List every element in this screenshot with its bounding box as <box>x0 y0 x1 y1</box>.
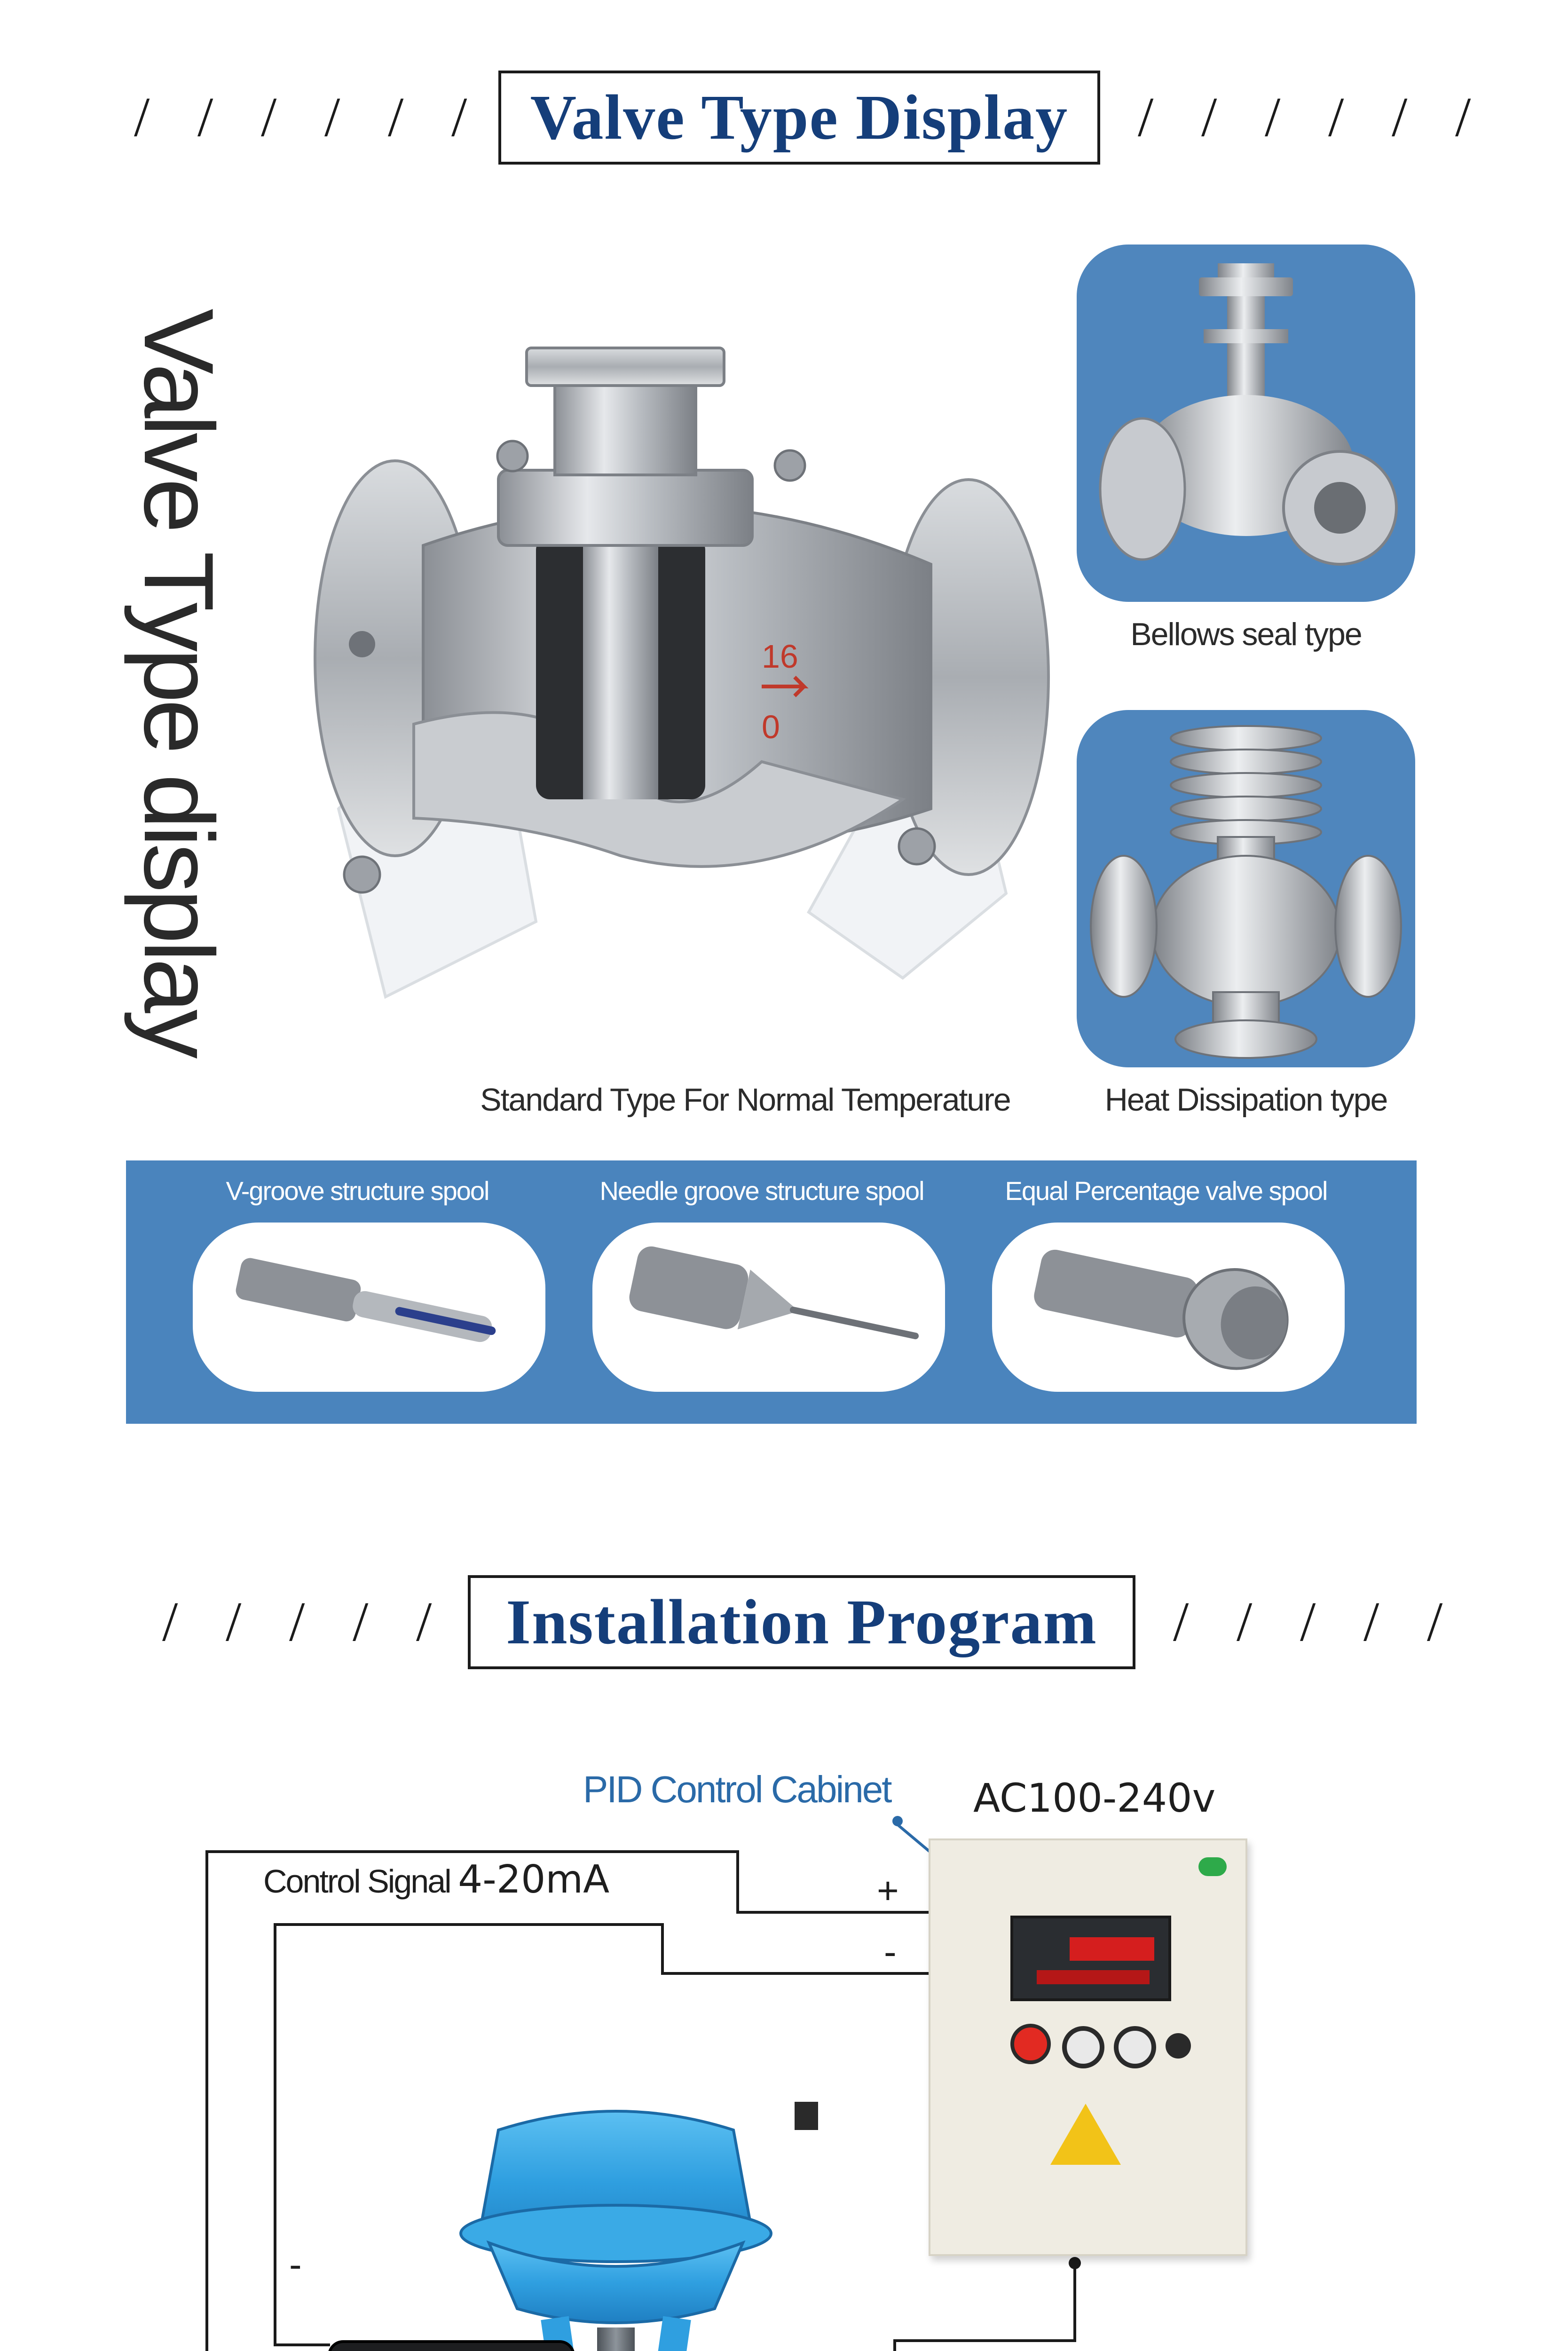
control-signal-label <box>263 1857 609 1902</box>
decor-slash: / <box>388 86 404 148</box>
v-groove-spool-card <box>193 1223 545 1392</box>
wire <box>205 1850 739 1853</box>
cabinet-knob <box>1062 2026 1104 2068</box>
section-title-box <box>498 71 1100 165</box>
vertical-label: Valve Type display <box>124 308 234 1055</box>
cabinet-indicator <box>1198 1857 1227 1876</box>
spool-label: Equal Percentage valve spool <box>1005 1176 1327 1206</box>
wire <box>274 1923 664 1926</box>
spool-label: V-groove structure spool <box>226 1176 489 1206</box>
minus-sign: - <box>884 1931 897 1972</box>
decor-slash: / <box>1265 86 1281 148</box>
control-signal-text: Control Signal <box>263 1863 450 1900</box>
decor-slash: / <box>1201 86 1217 148</box>
control-signal-value: 4-20mA <box>458 1857 610 1902</box>
standard-type-caption: Standard Type For Normal Temperature <box>480 1082 1010 1118</box>
cabinet-display-digits <box>1070 1937 1154 1961</box>
pid-label-dot <box>892 1816 903 1826</box>
wire <box>736 1911 934 1914</box>
decor-slash: / <box>162 1590 178 1653</box>
valve-marking: 16 <box>762 638 798 675</box>
power-label: AC100-240v <box>973 1775 1216 1821</box>
heat-dissipation-card <box>1077 710 1415 1067</box>
decor-slash: / <box>1392 86 1408 148</box>
decor-slash: / <box>289 1590 305 1653</box>
section-title-box <box>468 1575 1135 1669</box>
control-valve-assembly <box>292 2092 903 2351</box>
pid-control-cabinet <box>929 1838 1247 2256</box>
wire <box>205 1850 208 2351</box>
spool-label: Needle groove structure spool <box>599 1176 924 1206</box>
plus-sign: + <box>877 1870 899 1911</box>
decor-slash: / <box>1138 86 1154 148</box>
decor-slash: / <box>353 1590 369 1653</box>
decor-slash: / <box>324 86 340 148</box>
section-title: Valve Type Display <box>530 82 1069 153</box>
decor-slash: / <box>1455 86 1471 148</box>
cabinet-display-panel <box>1010 1916 1171 2001</box>
wire <box>661 1923 664 1975</box>
decor-slash: / <box>416 1590 432 1653</box>
minus-sign: - <box>289 2243 302 2285</box>
standard-valve-image <box>292 301 1072 1081</box>
decor-slash: / <box>451 86 467 148</box>
wire <box>274 1923 276 2346</box>
needle-groove-spool-card <box>592 1223 945 1392</box>
decor-slash: / <box>1427 1590 1443 1653</box>
cabinet-display-digits <box>1037 1970 1150 1984</box>
wire <box>1073 2262 1076 2342</box>
equal-percentage-spool-card <box>992 1223 1345 1392</box>
cabinet-knob <box>1114 2026 1156 2068</box>
decor-slash: / <box>1237 1590 1253 1653</box>
decor-slash: / <box>1363 1590 1379 1653</box>
wire <box>893 2339 1076 2342</box>
decor-slash: / <box>261 86 277 148</box>
bellows-seal-caption: Bellows seal type <box>1130 616 1362 652</box>
section-title: Installation Program <box>506 1587 1097 1657</box>
decor-slash: / <box>134 86 150 148</box>
heat-dissipation-caption: Heat Dissipation type <box>1104 1082 1387 1118</box>
decor-slash: / <box>1328 86 1344 148</box>
decor-slash: / <box>1173 1590 1189 1653</box>
pid-cabinet-label: PID Control Cabinet <box>583 1768 891 1810</box>
warning-triangle-icon <box>1050 2104 1121 2165</box>
wire-dot <box>1069 2257 1081 2269</box>
wire <box>736 1850 739 1914</box>
decor-slash: / <box>197 86 213 148</box>
cabinet-knob <box>1166 2033 1191 2059</box>
cabinet-button-red <box>1010 2024 1051 2064</box>
decor-slash: / <box>226 1590 242 1653</box>
decor-slash: / <box>1300 1590 1316 1653</box>
valve-marking-2: 0 <box>762 709 780 745</box>
bellows-seal-card <box>1077 245 1415 602</box>
